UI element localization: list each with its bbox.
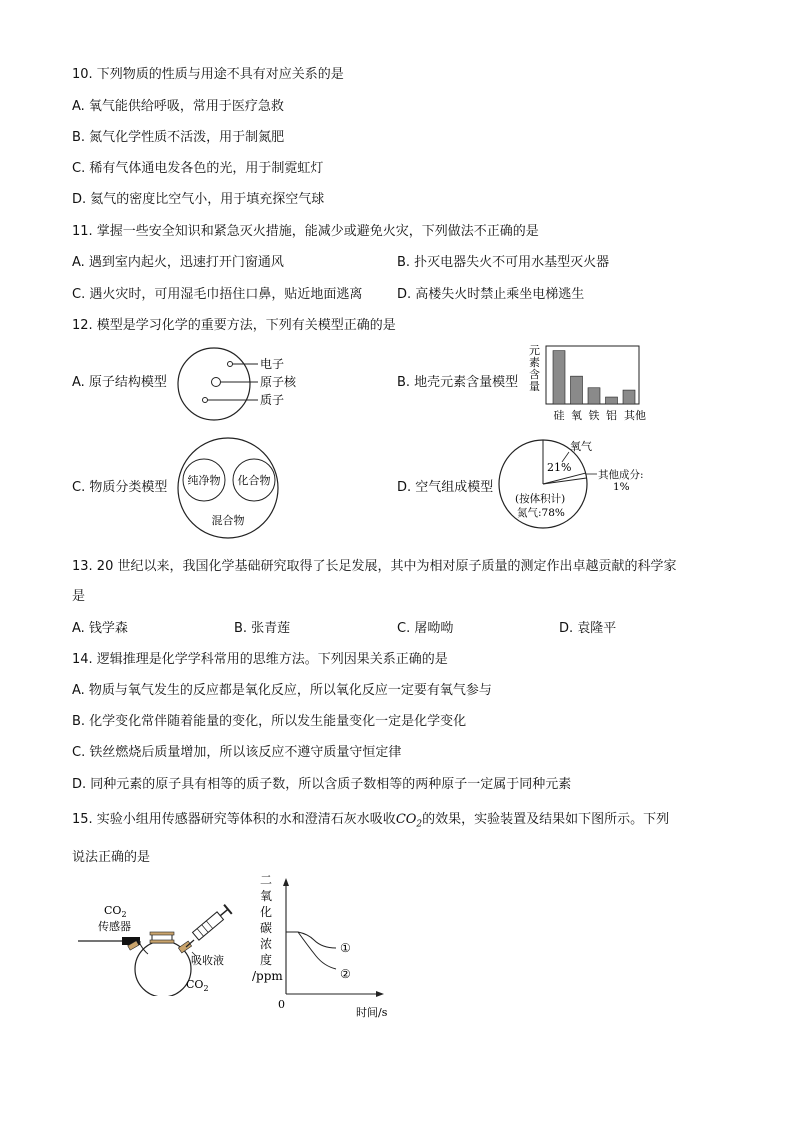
crust-ylabel-char: 含: [529, 368, 540, 381]
sensor-label: 传感器: [98, 920, 131, 933]
q11-option-c[interactable]: C. 遇火灾时，可用湿毛巾捂住口鼻，贴近地面逃离: [72, 287, 363, 302]
q10-stem: 10. 下列物质的性质与用途不具有对应关系的是: [72, 67, 344, 82]
pure-substance-label: 纯净物: [187, 474, 221, 487]
crust-bar: [588, 388, 600, 404]
crust-category-label: 铝: [606, 409, 617, 422]
q14-option-a[interactable]: A. 物质与氧气发生的反应都是氧化反应，所以氧化反应一定要有氧气参与: [72, 683, 492, 698]
q13-option-a[interactable]: A. 钱学森: [72, 621, 128, 636]
nitrogen-label: 氮气:78%: [517, 507, 565, 519]
proton-label: 质子: [260, 393, 285, 407]
co2-ylabel-char: 浓: [260, 937, 273, 951]
co2-ylabel-char: 化: [260, 905, 273, 919]
chart-origin: 0: [278, 998, 285, 1011]
crust-ylabel-char: 量: [529, 380, 540, 393]
crust-bar: [571, 376, 583, 404]
q15-stem: [72, 811, 669, 834]
other-value: 1%: [613, 481, 630, 493]
atom-model-diagram: [174, 344, 314, 424]
crust-ylabel-char: 元: [529, 344, 540, 357]
oxygen-label: 氧气: [570, 440, 592, 453]
q13-option-d[interactable]: D. 袁隆平: [559, 621, 617, 636]
crust-category-label: 硅: [553, 409, 565, 422]
curve-water: [286, 932, 336, 948]
matter-classification-diagram: [176, 436, 280, 540]
q11-option-b[interactable]: B. 扑灭电器失火不可用水基型灭火器: [397, 255, 610, 270]
q12-option-a[interactable]: A. 原子结构模型: [72, 375, 167, 390]
stopper-top: [150, 932, 174, 935]
crust-bar: [623, 390, 635, 404]
q13-stem: 13. 20 世纪以来，我国化学基础研究取得了长足发展，其中为相对原子质量的测定作出卓越贡献的科学家: [72, 559, 677, 574]
nucleus-label: 原子核: [260, 375, 297, 389]
crust-element-bar-chart: [527, 340, 647, 424]
absorbent-label: 吸收液: [191, 954, 224, 967]
crust-bar: [553, 351, 565, 404]
q13-stem-cont: 是: [72, 589, 86, 604]
chart-xlabel: 时间/s: [356, 1006, 388, 1019]
electron-label: 电子: [260, 357, 285, 371]
crust-category-label: 氧: [571, 409, 582, 422]
stopper-bottom: [150, 940, 174, 943]
q11-option-a[interactable]: A. 遇到室内起火，迅速打开门窗通风: [72, 255, 284, 270]
mixture-label: 混合物: [211, 514, 245, 527]
curve-label-2: ②: [340, 967, 351, 981]
q14-option-c[interactable]: C. 铁丝燃烧后质量增加，所以该反应不遵守质量守恒定律: [72, 745, 402, 760]
q13-option-c[interactable]: C. 屠呦呦: [397, 621, 454, 636]
q15-stem-post: 的效果，实验装置及结果如下图所示。下列: [422, 812, 670, 827]
co2-ylabel-char: 碳: [260, 921, 273, 935]
co2-chart-ylabel: [252, 873, 283, 983]
co2-ylabel-char: 度: [260, 953, 273, 967]
flask-co2-label: $CO_2$: [186, 978, 209, 993]
q12-stem: 12. 模型是学习化学的重要方法，下列有关模型正确的是: [72, 318, 396, 333]
co2-formula: $CO_2$: [395, 812, 423, 830]
oxygen-value: 21%: [547, 461, 572, 474]
air-composition-pie-chart: [497, 434, 657, 530]
curve-label-1: ①: [340, 941, 351, 955]
crust-category-label: 其他: [624, 409, 646, 422]
q15-stem-cont: 说法正确的是: [72, 850, 151, 865]
q11-stem: 11. 掌握一些安全知识和紧急灭火措施，能减少或避免火灾，下列做法不正确的是: [72, 224, 539, 239]
co2-concentration-chart: [252, 872, 392, 1020]
q12-option-d[interactable]: D. 空气组成模型: [397, 480, 494, 495]
compound-label: 化合物: [237, 474, 271, 487]
crust-bar: [606, 397, 618, 404]
q11-option-d[interactable]: D. 高楼失火时禁止乘坐电梯逃生: [397, 287, 585, 302]
q10-option-a[interactable]: A. 氧气能供给呼吸，常用于医疗急救: [72, 99, 284, 114]
q10-option-b[interactable]: B. 氮气化学性质不活泼，用于制氮肥: [72, 130, 285, 145]
q14-option-b[interactable]: B. 化学变化常伴随着能量的变化，所以发生能量变化一定是化学变化: [72, 714, 467, 729]
co2-ylabel-char: 二: [260, 873, 273, 887]
curve-limewater: [298, 932, 336, 969]
pie-divider-3: [543, 478, 587, 484]
q10-option-c[interactable]: C. 稀有气体通电发各色的光，用于制霓虹灯: [72, 161, 324, 176]
pie-divider-2: [543, 473, 586, 484]
experiment-apparatus: [78, 896, 248, 996]
crust-ylabel-char: 素: [529, 356, 540, 369]
q14-stem: 14. 逻辑推理是化学学科常用的思维方法。下列因果关系正确的是: [72, 652, 448, 667]
q14-option-d[interactable]: D. 同种元素的原子具有相等的质子数，所以含质子数相等的两种原子一定属于同种元素: [72, 777, 572, 792]
other-label: 其他成分:: [598, 469, 644, 481]
sensor-label-co2: $CO_2$: [104, 904, 127, 919]
crust-chart-ylabel: [529, 344, 540, 393]
co2-ylabel-char: 氧: [260, 889, 273, 903]
q10-option-d[interactable]: D. 氦气的密度比空气小，用于填充探空气球: [72, 192, 325, 207]
q12-option-b[interactable]: B. 地壳元素含量模型: [397, 375, 519, 390]
q13-option-b[interactable]: B. 张青莲: [234, 621, 291, 636]
syringe: [192, 905, 232, 941]
q15-stem-pre: 15. 实验小组用传感器研究等体积的水和澄清石灰水吸收: [72, 812, 396, 827]
crust-category-label: 铁: [588, 409, 600, 422]
co2-ylabel-char: /ppm: [252, 969, 283, 983]
basis-label: (按体积计): [515, 493, 566, 505]
q12-option-c[interactable]: C. 物质分类模型: [72, 480, 168, 495]
